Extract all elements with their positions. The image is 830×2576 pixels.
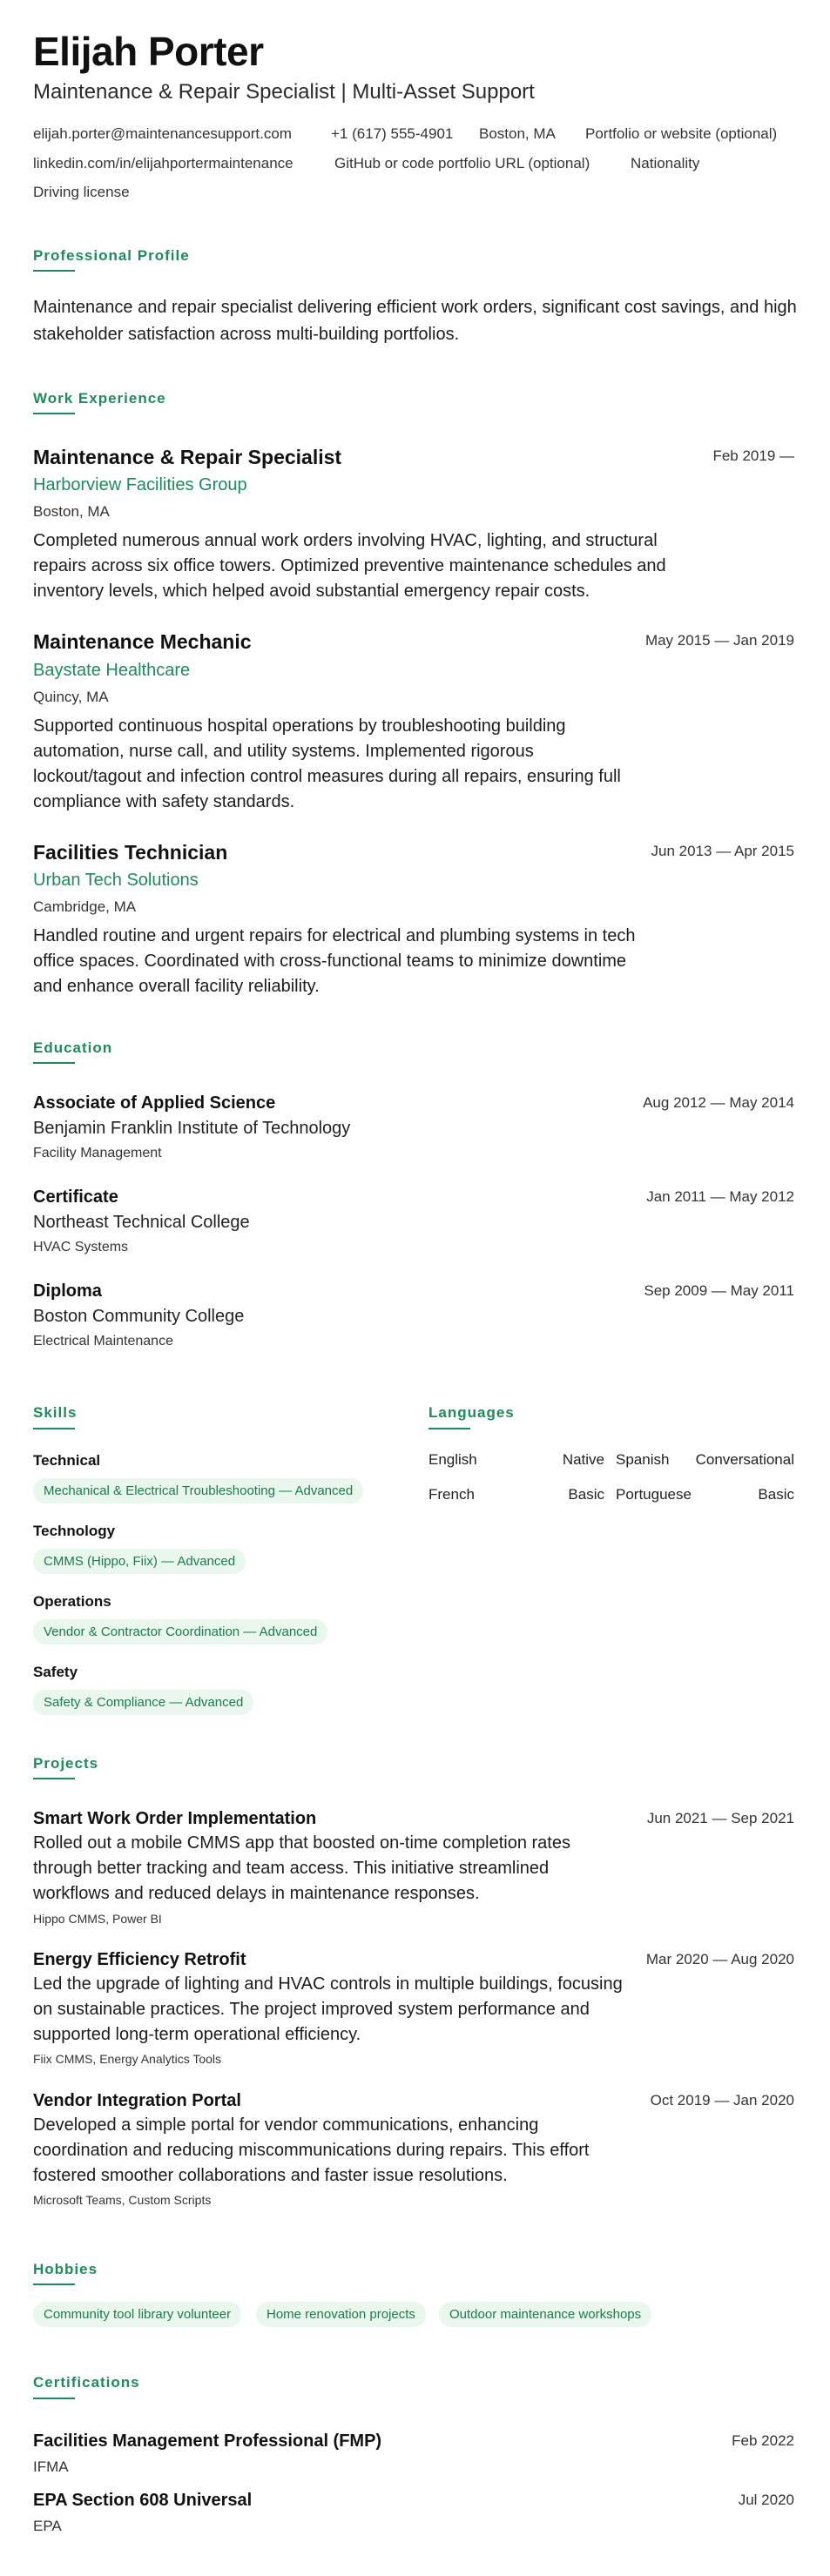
job-date: May 2015 — Jan 2019 — [644, 632, 794, 649]
certification-name: Facilities Management Professional (FMP) — [33, 2431, 382, 2451]
section-rule-education — [33, 1062, 75, 1064]
section-rule-skills — [33, 1428, 75, 1429]
certification-name: EPA Section 608 Universal — [33, 2491, 253, 2510]
contact-email[interactable]: elijah.porter@maintenancesupport.com — [33, 125, 292, 142]
hobby-pill: Outdoor maintenance workshops — [439, 2302, 651, 2327]
language-name: English — [428, 1451, 477, 1468]
certification-issuer: IFMA — [33, 2458, 69, 2475]
job-description: Handled routine and urgent repairs for electrical and plumbing systems in tech office spaces. Coordinated with cross-functional teams to minimize downtime and enhance overall facility reliability. — [33, 926, 636, 996]
job-location: Boston, MA — [33, 503, 110, 520]
job-description: Completed numerous annual work orders involving HVAC, lighting, and structural repairs across six office towers. Optimized preventive maintenance schedules and inventory levels, which helped avoid substantial emergency repair costs. — [33, 531, 666, 601]
education-degree: Diploma — [33, 1281, 102, 1301]
education-field: HVAC Systems — [33, 1240, 129, 1254]
skill-group-label: Technology — [33, 1523, 116, 1539]
job-description: Supported continuous hospital operations by troubleshooting building automation, nurse call, and utility systems. Implemented rigorous lockout/tagout and infection control measures during all repairs, ensuring full compliance with safety standards. — [33, 716, 621, 811]
skill-pill: Vendor & Contractor Coordination — Advanced — [33, 1619, 327, 1644]
language-level: Native — [562, 1451, 604, 1468]
skill-pill: Mechanical & Electrical Troubleshooting — Advanced — [33, 1478, 363, 1503]
section-title-hobbies: Hobbies — [33, 2261, 98, 2277]
section-title-languages: Languages — [428, 1404, 515, 1421]
skill-group-label: Technical — [33, 1452, 101, 1469]
certification-date: Feb 2022 — [732, 2432, 794, 2449]
job-company: Urban Tech Solutions — [33, 871, 199, 890]
project-description: Developed a simple portal for vendor communications, enhancing coordination and reducing miscommunications during repairs. This effort fostered smoother collaborations and faster issue resolutions. — [33, 2115, 590, 2185]
education-date: Jan 2011 — May 2012 — [646, 1188, 794, 1205]
job-date: Jun 2013 — Apr 2015 — [651, 843, 794, 859]
section-title-certifications: Certifications — [33, 2374, 140, 2391]
job-title: Facilities Technician — [33, 841, 228, 864]
education-field: Facility Management — [33, 1146, 162, 1160]
education-institution: Northeast Technical College — [33, 1213, 250, 1232]
section-title-profile: Professional Profile — [33, 247, 190, 264]
contact-linkedin[interactable]: linkedin.com/in/elijahportermaintenance — [33, 155, 294, 172]
section-rule-languages — [428, 1428, 470, 1429]
contact-portfolio[interactable]: Portfolio or website (optional) — [585, 125, 778, 142]
education-degree: Certificate — [33, 1187, 118, 1207]
section-title-skills: Skills — [33, 1404, 78, 1421]
candidate-headline: Maintenance & Repair Specialist | Multi-Asset Support — [33, 80, 535, 104]
education-date: Aug 2012 — May 2014 — [643, 1094, 794, 1111]
candidate-name: Elijah Porter — [33, 29, 264, 74]
hobby-pill: Community tool library volunteer — [33, 2302, 241, 2327]
project-tech: Fiix CMMS, Energy Analytics Tools — [33, 2052, 222, 2066]
education-institution: Benjamin Franklin Institute of Technology — [33, 1119, 351, 1138]
project-title: Energy Efficiency Retrofit — [33, 1950, 246, 1969]
project-description: Led the upgrade of lighting and HVAC controls in multiple buildings, focusing on sustainable practices. The project improved system performance and supported long-term operational efficiency. — [33, 1974, 623, 2044]
education-date: Sep 2009 — May 2011 — [644, 1282, 794, 1299]
contact-nationality: Nationality — [631, 155, 700, 172]
education-institution: Boston Community College — [33, 1307, 245, 1326]
skill-pill: CMMS (Hippo, Fiix) — Advanced — [33, 1549, 246, 1574]
job-company: Harborview Facilities Group — [33, 475, 247, 494]
project-description: Rolled out a mobile CMMS app that boosted on-time completion rates through better tracking and team access. This initiative streamlined workflows and reduced delays in maintenance responses. — [33, 1833, 570, 1903]
section-title-experience: Work Experience — [33, 390, 166, 407]
project-date: Mar 2020 — Aug 2020 — [645, 1951, 794, 1967]
job-date: Feb 2019 — — [712, 447, 794, 464]
section-title-projects: Projects — [33, 1755, 99, 1772]
skill-group-label: Safety — [33, 1664, 78, 1680]
project-tech: Hippo CMMS, Power BI — [33, 1912, 162, 1926]
skill-group-label: Operations — [33, 1593, 111, 1610]
contact-driving-license: Driving license — [33, 184, 130, 200]
contact-location: Boston, MA — [479, 125, 556, 142]
job-location: Quincy, MA — [33, 689, 109, 705]
project-title: Smart Work Order Implementation — [33, 1809, 317, 1828]
project-date: Oct 2019 — Jan 2020 — [650, 2092, 794, 2109]
section-rule-profile — [33, 270, 75, 272]
profile-summary: Maintenance and repair specialist delivering efficient work orders, significant cost savings, and high stakeholder satisfaction across multi-building portfolios. — [33, 298, 797, 344]
job-company: Baystate Healthcare — [33, 661, 191, 680]
job-title: Maintenance & Repair Specialist — [33, 446, 342, 468]
job-location: Cambridge, MA — [33, 898, 137, 915]
hobby-pill: Home renovation projects — [256, 2302, 426, 2327]
contact-phone[interactable]: +1 (617) 555-4901 — [331, 125, 454, 142]
education-degree: Associate of Applied Science — [33, 1093, 276, 1113]
certification-issuer: EPA — [33, 2518, 62, 2534]
language-name: Portuguese — [616, 1486, 692, 1503]
contact-github[interactable]: GitHub or code portfolio URL (optional) — [334, 155, 590, 172]
language-name: French — [428, 1486, 475, 1503]
skill-pill: Safety & Compliance — Advanced — [33, 1690, 253, 1715]
section-rule-hobbies — [33, 2283, 75, 2285]
language-level: Conversational — [695, 1451, 794, 1468]
language-level: Basic — [758, 1486, 794, 1503]
project-title: Vendor Integration Portal — [33, 2091, 241, 2110]
section-rule-projects — [33, 1778, 75, 1779]
job-title: Maintenance Mechanic — [33, 630, 252, 653]
project-tech: Microsoft Teams, Custom Scripts — [33, 2193, 212, 2207]
section-rule-experience — [33, 413, 75, 414]
education-field: Electrical Maintenance — [33, 1334, 173, 1349]
language-level: Basic — [568, 1486, 604, 1503]
section-rule-certifications — [33, 2398, 75, 2399]
section-title-education: Education — [33, 1039, 113, 1056]
certification-date: Jul 2020 — [738, 2492, 794, 2508]
project-date: Jun 2021 — Sep 2021 — [646, 1810, 794, 1826]
language-name: Spanish — [616, 1451, 670, 1468]
